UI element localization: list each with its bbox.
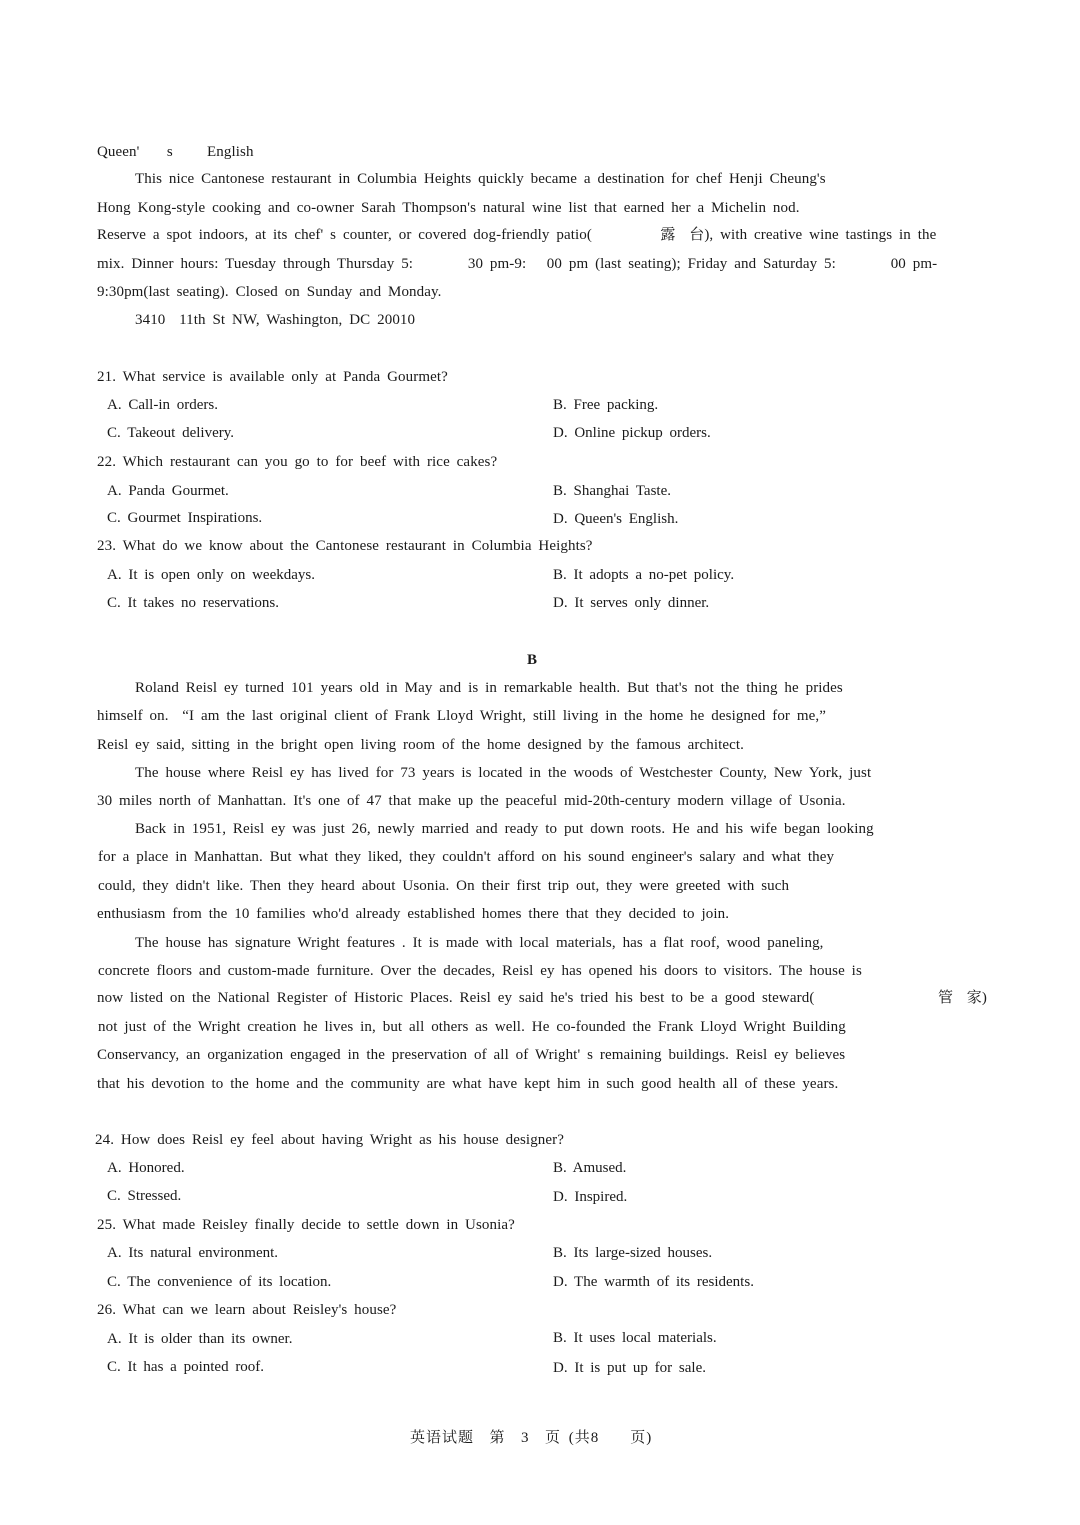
paragraph-line: 9:30pm(last seating). Closed on Sunday and Monday.	[97, 284, 442, 300]
paragraph-line: Hong Kong-style cooking and co-owner Sarah Thompson's natural wine list that earned her a Michelin nod.	[97, 200, 800, 216]
paragraph-line: The house has signature Wright features . It is made with local materials, has a flat roof, wood paneling,	[135, 935, 824, 951]
option-a[interactable]: A. It is older than its owner.	[107, 1331, 293, 1347]
option-d[interactable]: D. It serves only dinner.	[553, 595, 710, 611]
paragraph-line: Roland Reisl ey turned 101 years old in May and is in remarkable health. But that's not the thing he prides	[135, 680, 843, 696]
paragraph-line: mix. Dinner hours: Tuesday through Thursday 5: 30 pm-9: 00 pm (last seating); Friday and Saturday 5: 00 pm-	[97, 256, 938, 272]
option-d[interactable]: D. Online pickup orders.	[553, 425, 711, 441]
option-d[interactable]: D. Inspired.	[553, 1189, 628, 1205]
paragraph-line: Reisl ey said, sitting in the bright open living room of the home designed by the famous architect.	[97, 737, 745, 753]
option-d[interactable]: D. The warmth of its residents.	[553, 1274, 754, 1290]
paragraph-line: not just of the Wright creation he lives in, but all others as well. He co-founded the Frank Lloyd Wright Building	[98, 1019, 846, 1035]
paragraph-line: Conservancy, an organization engaged in the preservation of all of Wright' s remaining buildings. Reisl ey believes	[97, 1047, 846, 1063]
restaurant-address: 3410 11th St NW, Washington, DC 20010	[135, 312, 416, 328]
paragraph-line: himself on. “I am the last original client of Frank Lloyd Wright, still living in the home he designed for me,”	[97, 708, 827, 724]
option-b[interactable]: B. Its large-sized houses.	[553, 1245, 713, 1261]
option-a[interactable]: A. Its natural environment.	[107, 1245, 279, 1261]
page-footer: 英语试题 第 3 页 (共8 页)	[410, 1430, 653, 1446]
paragraph-line: enthusiasm from the 10 families who'd already established homes there that they decided to join.	[97, 906, 730, 922]
option-b[interactable]: B. Free packing.	[553, 397, 659, 413]
question-stem: 25. What made Reisley finally decide to settle down in Usonia?	[97, 1217, 515, 1233]
paragraph-line: could, they didn't like. Then they heard about Usonia. On their first trip out, they were greeted with such	[98, 878, 790, 894]
option-d[interactable]: D. Queen's English.	[553, 511, 679, 527]
option-b[interactable]: B. It adopts a no-pet policy.	[553, 567, 735, 583]
option-c[interactable]: C. Stressed.	[107, 1188, 182, 1204]
option-c[interactable]: C. It has a pointed roof.	[107, 1359, 265, 1375]
paragraph-line: now listed on the National Register of Historic Places. Reisl ey said he's tried his best to be a good steward(	[97, 990, 815, 1006]
option-c[interactable]: C. It takes no reservations.	[107, 595, 279, 611]
section-heading: B	[527, 652, 538, 668]
option-d[interactable]: D. It is put up for sale.	[553, 1360, 706, 1376]
question-stem: 21. What service is available only at Panda Gourmet?	[97, 369, 448, 385]
paragraph-line: This nice Cantonese restaurant in Columbia Heights quickly became a destination for chef Henji Cheung's	[135, 171, 826, 187]
question-stem: 26. What can we learn about Reisley's house?	[97, 1302, 397, 1318]
paragraph-line: The house where Reisl ey has lived for 73 years is located in the woods of Westchester County, New York, just	[135, 765, 872, 781]
option-a[interactable]: A. Call-in orders.	[107, 397, 218, 413]
chinese-gloss: 管 家)	[938, 990, 987, 1006]
option-c[interactable]: C. The convenience of its location.	[107, 1274, 332, 1290]
option-a[interactable]: A. Panda Gourmet.	[107, 483, 229, 499]
question-stem: 22. Which restaurant can you go to for beef with rice cakes?	[97, 454, 498, 470]
option-c[interactable]: C. Takeout delivery.	[107, 425, 235, 441]
paragraph-line: Reserve a spot indoors, at its chef' s counter, or covered dog-friendly patio( 露 台), with creative wine tastings in the	[97, 227, 937, 243]
option-b[interactable]: B. It uses local materials.	[553, 1330, 717, 1346]
restaurant-title: Queen' s English	[97, 144, 254, 160]
option-b[interactable]: B. Shanghai Taste.	[553, 483, 671, 499]
option-b[interactable]: B. Amused.	[553, 1160, 627, 1176]
option-a[interactable]: A. Honored.	[107, 1160, 185, 1176]
paragraph-line: Back in 1951, Reisl ey was just 26, newly married and ready to put down roots. He and his wife began looking	[135, 821, 874, 837]
paragraph-line: concrete floors and custom-made furniture. Over the decades, Reisl ey has opened his doors to visitors. The house is	[98, 963, 862, 979]
option-c[interactable]: C. Gourmet Inspirations.	[107, 510, 263, 526]
paragraph-line: 30 miles north of Manhattan. It's one of 47 that make up the peaceful mid-20th-century modern village of Usonia.	[97, 793, 846, 809]
paragraph-line: that his devotion to the home and the community are what have kept him in such good health all of these years.	[97, 1076, 839, 1092]
paragraph-line: for a place in Manhattan. But what they liked, they couldn't afford on his sound engineer's salary and what they	[98, 849, 835, 865]
question-stem: 24. How does Reisl ey feel about having Wright as his house designer?	[95, 1132, 565, 1148]
question-stem: 23. What do we know about the Cantonese restaurant in Columbia Heights?	[97, 538, 593, 554]
option-a[interactable]: A. It is open only on weekdays.	[107, 567, 315, 583]
